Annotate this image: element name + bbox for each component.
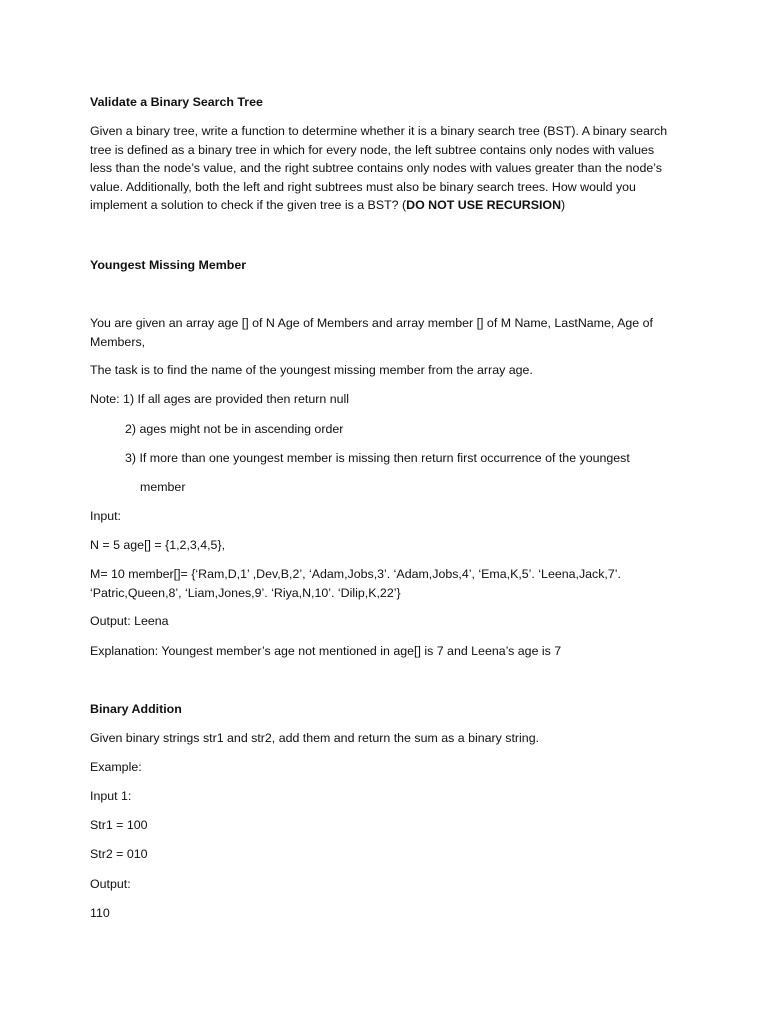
- youngest-note-2: 2) ages might not be in ascending order: [125, 422, 344, 436]
- bst-body-end: ): [561, 198, 566, 212]
- youngest-note-3-cont: member: [140, 480, 186, 494]
- binary-addition-str1: Str1 = 100: [90, 818, 148, 832]
- section-title-youngest-missing: Youngest Missing Member: [90, 258, 247, 272]
- youngest-task: The task is to find the name of the youngest missing member from the array age.: [90, 363, 533, 377]
- binary-addition-example: Example:: [90, 760, 142, 774]
- youngest-input-m: M= 10 member[]= {‘Ram,D,1’ ,Dev,B,2’, ‘Adam,Jobs,3’. ‘Adam,Jobs,4’, ‘Ema,K,5’. ‘Leena,Jack,7’. ‘Patric,Queen,8’, ‘Liam,Jones,9’. ‘Riya,N,10’. ‘Dilip,K,22’}: [90, 567, 621, 600]
- binary-addition-input-label: Input 1:: [90, 789, 132, 803]
- youngest-input-label: Input:: [90, 509, 122, 523]
- section-body-validate-bst: [90, 122, 674, 215]
- youngest-input-n: N = 5 age[] = {1,2,3,4,5},: [90, 538, 226, 552]
- youngest-output: Output: Leena: [90, 614, 169, 628]
- binary-addition-output-value: 110: [90, 906, 110, 920]
- bst-body-text: Given a binary tree, write a function to determine whether it is a binary search tree (BST). A binary search tree is defined as a binary tree in which for every node, the left subtree contains only nodes with values less than the node’s value, and the right subtree contains only nodes with values greater than the node’s value. Additionally, both the left and right subtrees must also be binary search trees. How would you implement a solution to check if the given tree is a BST? (: [90, 124, 668, 212]
- youngest-intro: You are given an array age [] of N Age of Members and array member [] of M Name, LastName, Age of Members,: [90, 316, 653, 349]
- youngest-explanation: Explanation: Youngest member’s age not mentioned in age[] is 7 and Leena’s age is 7: [90, 644, 562, 658]
- youngest-note-3: 3) If more than one youngest member is missing then return first occurrence of the youngest: [125, 451, 630, 465]
- bst-body-bold: DO NOT USE RECURSION: [406, 198, 562, 212]
- section-title-validate-bst: Validate a Binary Search Tree: [90, 95, 263, 109]
- section-title-binary-addition: Binary Addition: [90, 702, 182, 716]
- binary-addition-desc: Given binary strings str1 and str2, add them and return the sum as a binary string.: [90, 731, 540, 745]
- binary-addition-output-label: Output:: [90, 877, 131, 891]
- binary-addition-str2: Str2 = 010: [90, 847, 148, 861]
- youngest-note-1: Note: 1) If all ages are provided then return null: [90, 392, 349, 406]
